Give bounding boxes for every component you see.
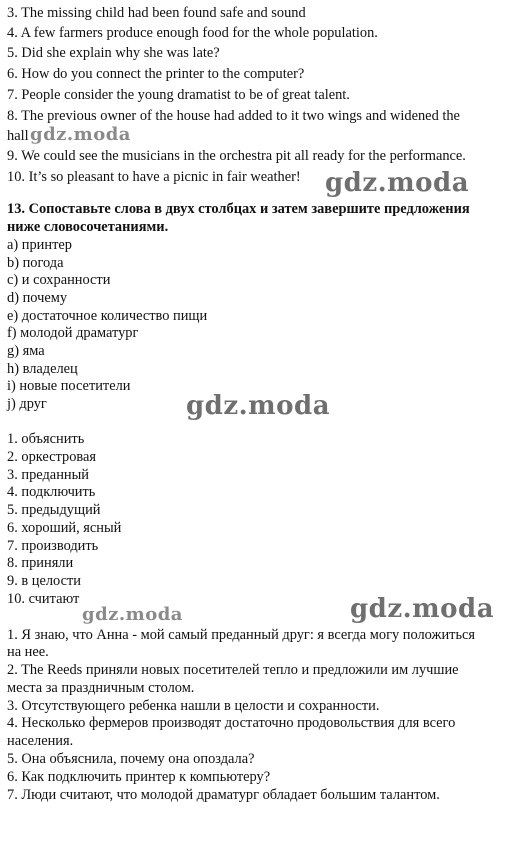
sentence-8: 8. The previous owner of the house had added to it two wings and widened the: [7, 108, 460, 124]
sentence-10: 10. It’s so pleasant to have a picnic in fair weather!: [7, 169, 301, 185]
column-b-item: 6. хороший, ясный: [7, 520, 122, 536]
column-b-item: 10. считают: [7, 591, 80, 607]
column-b-item: 8. приняли: [7, 555, 74, 571]
watermark: gdz.moda: [186, 391, 331, 421]
column-b-item: 4. подключить: [7, 484, 96, 500]
answer-line: 7. Люди считают, что молодой драматург обладает большим талантом.: [7, 787, 440, 803]
answer-line: 6. Как подключить принтер к компьютеру?: [7, 769, 271, 785]
sentence-6: 6. How do you connect the printer to the computer?: [7, 66, 305, 82]
column-a-item: j) друг: [7, 396, 47, 412]
column-b-item: 5. предыдущий: [7, 502, 101, 518]
column-a-item: g) яма: [7, 343, 45, 359]
column-b-item: 9. в целости: [7, 573, 81, 589]
answer-line: места за праздничным столом.: [7, 680, 195, 696]
sentence-4: 4. A few farmers produce enough food for the whole population.: [7, 25, 378, 41]
column-a-item: h) владелец: [7, 361, 78, 377]
watermark: gdz.moda: [325, 168, 470, 198]
answer-line: 1. Я знаю, что Анна - мой самый преданный друг: я всегда могу положиться: [7, 627, 476, 643]
watermark: gdz.moda: [350, 594, 495, 624]
answer-line: 2. The Reeds приняли новых посетителей тепло и предложили им лучшие: [7, 662, 459, 678]
column-b-item: 3. преданный: [7, 467, 89, 483]
column-a-item: i) новые посетители: [7, 378, 131, 394]
column-b-item: 7. производить: [7, 538, 99, 554]
watermark: gdz.moda: [82, 604, 183, 625]
column-a-item: c) и сохранности: [7, 272, 111, 288]
answer-line: на нее.: [7, 644, 49, 660]
sentence-7: 7. People consider the young dramatist to be of great talent.: [7, 87, 350, 103]
exercise-heading: 13. Сопоставьте слова в двух столбцах и затем завершите предложения: [7, 201, 470, 217]
column-a-item: a) принтер: [7, 237, 72, 253]
column-a-item: e) достаточное количество пищи: [7, 308, 208, 324]
column-a-item: f) молодой драматург: [7, 325, 139, 341]
column-a-item: d) почему: [7, 290, 68, 306]
sentence-8-cont: hall: [7, 128, 29, 144]
sentence-5: 5. Did she explain why she was late?: [7, 45, 220, 61]
answer-line: 5. Она объяснила, почему она опоздала?: [7, 751, 255, 767]
exercise-heading-cont: ниже словосочетаниями.: [7, 219, 169, 235]
answer-line: 4. Несколько фермеров производят достаточно продовольствия для всего: [7, 715, 456, 731]
sentence-3: 3. The missing child had been found safe and sound: [7, 5, 306, 21]
column-a-item: b) погода: [7, 255, 64, 271]
sentence-9: 9. We could see the musicians in the orchestra pit all ready for the performance.: [7, 148, 466, 164]
watermark: gdz.moda: [30, 124, 131, 145]
column-b-item: 2. оркестровая: [7, 449, 97, 465]
answer-line: населения.: [7, 733, 74, 749]
answer-line: 3. Отсутствующего ребенка нашли в целости и сохранности.: [7, 698, 380, 714]
column-b-item: 1. объяснить: [7, 431, 85, 447]
